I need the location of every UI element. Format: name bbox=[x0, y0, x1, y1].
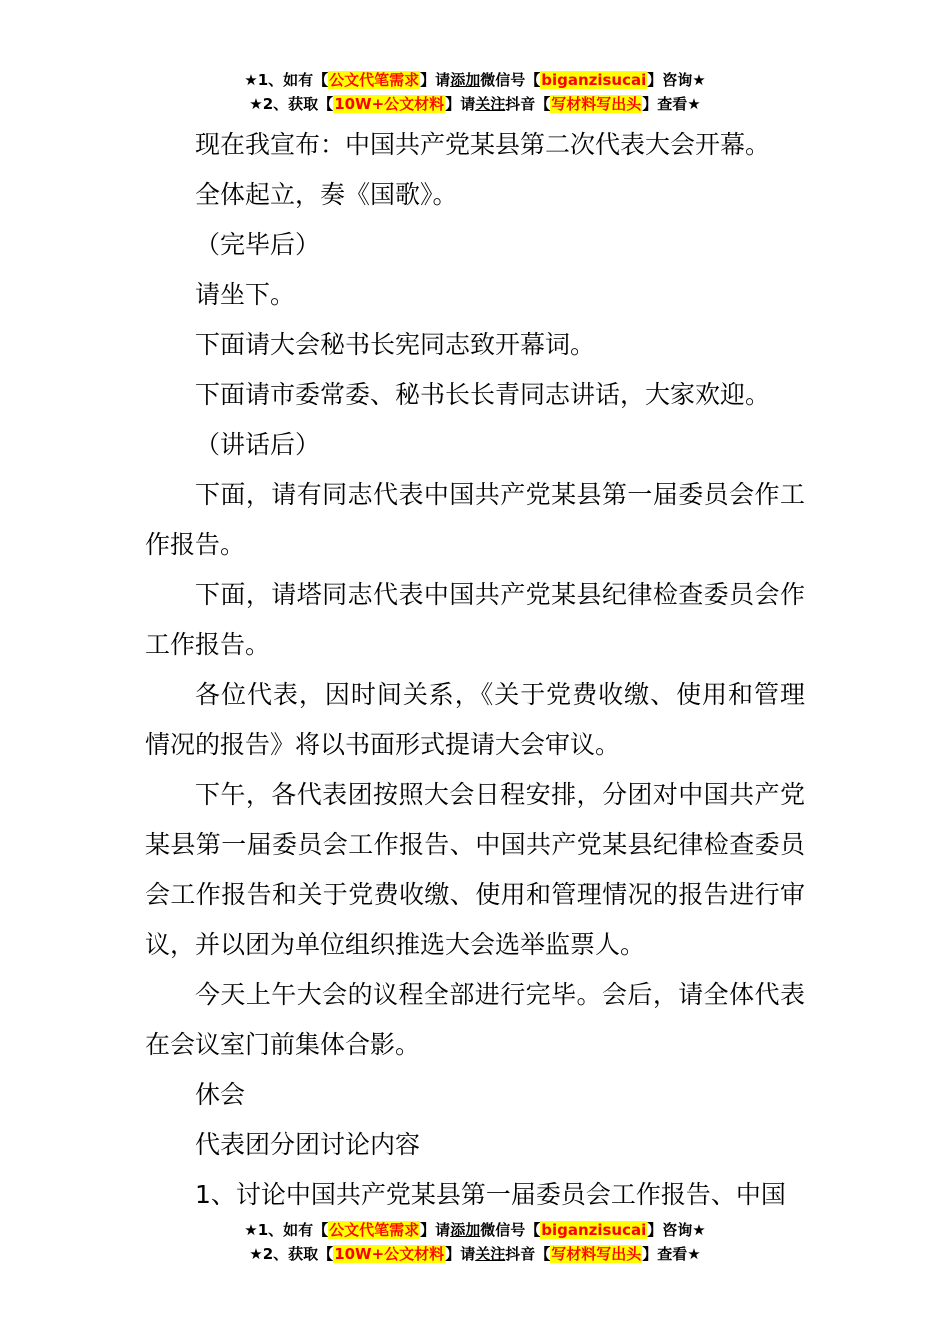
paragraph: 下午，各代表团按照大会日程安排，分团对中国共产党某县第一届委员会工作报告、中国共产党某县纪律检查委员会工作报告和关于党费收缴、使用和管理情况的报告进行审议，并以团为单位组织推选大会选举监票人。 bbox=[145, 780, 805, 959]
promo-text: 】查看★ bbox=[642, 1245, 701, 1263]
promo-text: ★2、获取【 bbox=[249, 95, 334, 113]
promo-text: 抖音【 bbox=[505, 1245, 551, 1263]
promo-text: 微信号【 bbox=[480, 1221, 541, 1239]
promo-underlined: 关注 bbox=[475, 95, 506, 113]
promo-highlight: 公文代笔需求 bbox=[329, 1221, 420, 1239]
paragraph: 下面，请塔同志代表中国共产党某县纪律检查委员会作工作报告。 bbox=[145, 580, 805, 659]
promo-text: ★1、如有【 bbox=[244, 71, 329, 89]
promo-underlined: 添加 bbox=[450, 1221, 481, 1239]
paragraph: 今天上午大会的议程全部进行完毕。会后，请全体代表在会议室门前集体合影。 bbox=[145, 980, 805, 1059]
promo-highlight: 10W+公文材料 bbox=[334, 95, 445, 113]
promo-highlight: 公文代笔需求 bbox=[329, 71, 420, 89]
promo-text: 】查看★ bbox=[642, 95, 701, 113]
paragraph: 休会 bbox=[195, 1080, 246, 1109]
promo-line-1 bbox=[0, 1218, 950, 1242]
promo-text: 】请 bbox=[445, 95, 476, 113]
promo-underlined: 添加 bbox=[450, 71, 481, 89]
promo-text: 微信号【 bbox=[480, 71, 541, 89]
promo-text: 】请 bbox=[445, 1245, 476, 1263]
promo-text: ★1、如有【 bbox=[244, 1221, 329, 1239]
promo-text: ★2、获取【 bbox=[249, 1245, 334, 1263]
promo-douyin-name: 写材料写出头 bbox=[551, 95, 642, 113]
paragraph: 各位代表，因时间关系，《关于党费收缴、使用和管理情况的报告》将以书面形式提请大会审议。 bbox=[145, 680, 805, 759]
paragraph: 1、讨论中国共产党某县第一届委员会工作报告、中国 bbox=[195, 1180, 786, 1209]
paragraph: 请坐下。 bbox=[195, 280, 296, 309]
document-body bbox=[145, 120, 805, 1220]
promo-wechat-id: biganzisucai bbox=[541, 71, 647, 89]
paragraph: 下面请市委常委、秘书长长青同志讲话，大家欢迎。 bbox=[195, 380, 771, 409]
paragraph: 代表团分团讨论内容 bbox=[195, 1130, 421, 1159]
paragraph: （讲话后） bbox=[195, 430, 321, 459]
paragraph: 现在我宣布：中国共产党某县第二次代表大会开幕。 bbox=[195, 130, 771, 159]
promo-line-1 bbox=[0, 68, 950, 92]
promo-text: 】请 bbox=[420, 1221, 451, 1239]
promo-highlight: 10W+公文材料 bbox=[334, 1245, 445, 1263]
promo-douyin-name: 写材料写出头 bbox=[551, 1245, 642, 1263]
promo-wechat-id: biganzisucai bbox=[541, 1221, 647, 1239]
paragraph: （完毕后） bbox=[195, 230, 321, 259]
paragraph: 下面，请有同志代表中国共产党某县第一届委员会作工作报告。 bbox=[145, 480, 805, 559]
promo-line-2 bbox=[0, 1242, 950, 1266]
promo-text: 】请 bbox=[420, 71, 451, 89]
promo-line-2 bbox=[0, 92, 950, 116]
paragraph: 全体起立，奏《国歌》。 bbox=[195, 180, 458, 209]
footer-promo-banner bbox=[0, 1218, 950, 1266]
paragraph: 下面请大会秘书长宪同志致开幕词。 bbox=[195, 330, 596, 359]
promo-underlined: 关注 bbox=[475, 1245, 506, 1263]
header-promo-banner bbox=[0, 68, 950, 116]
promo-text: 抖音【 bbox=[505, 95, 551, 113]
promo-text: 】咨询★ bbox=[647, 1221, 706, 1239]
promo-text: 】咨询★ bbox=[647, 71, 706, 89]
